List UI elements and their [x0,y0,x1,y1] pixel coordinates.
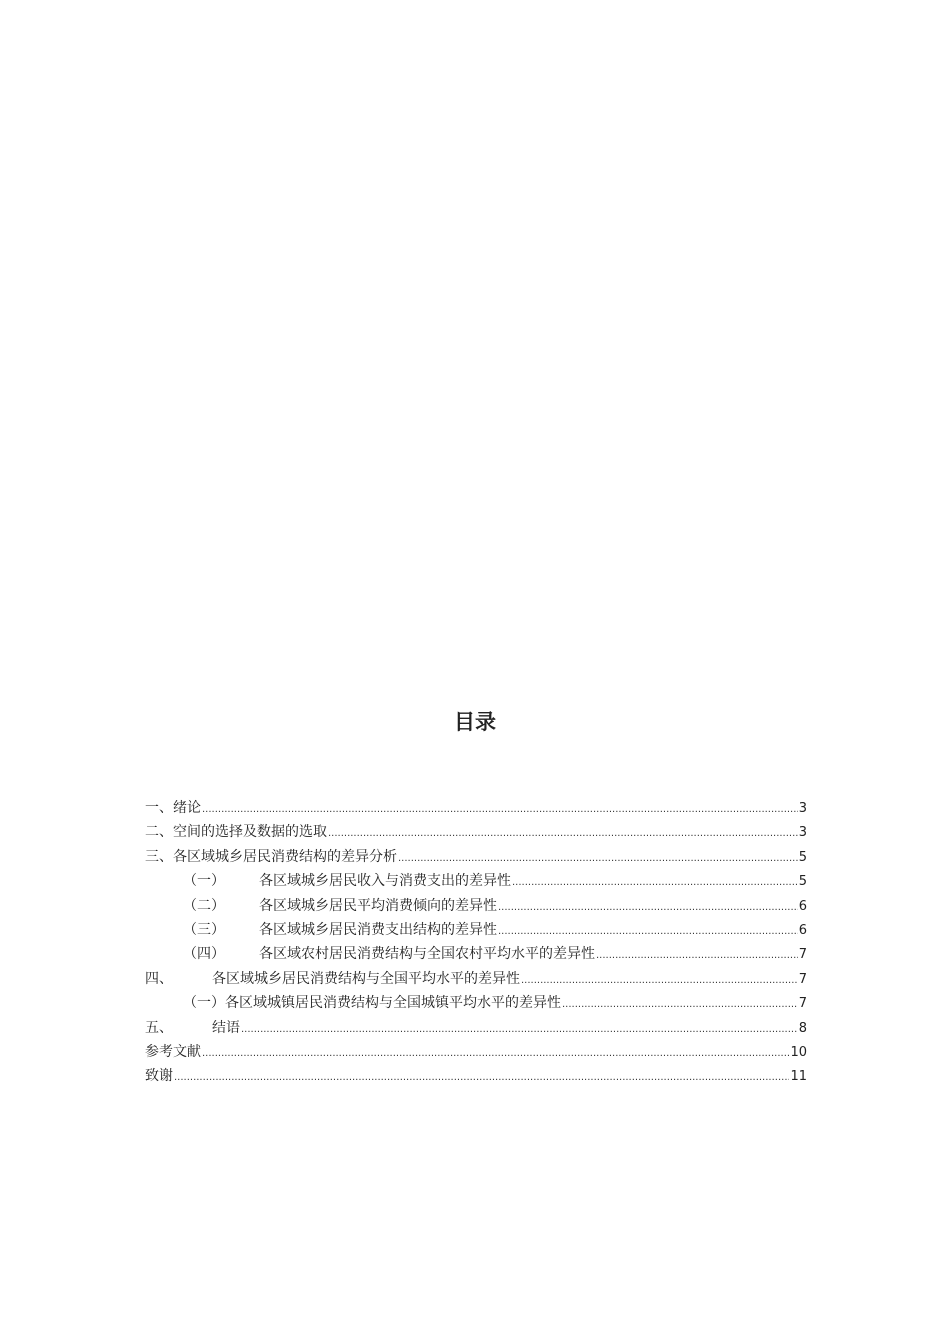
toc-entry-page: 11 [790,1069,807,1085]
toc-entry-number: 五、 [145,1019,173,1036]
toc-entry-number: （一） [183,873,225,890]
toc-entry[interactable] [145,1064,807,1088]
toc-entry-text: 各区域城乡居民收入与消费支出的差异性 [259,873,511,890]
toc-entry-page: 7 [798,947,807,963]
toc-title: 目录 [454,710,496,734]
toc-entry[interactable] [145,820,807,844]
toc-entry[interactable] [145,796,807,820]
toc-entry-page: 8 [798,1020,807,1036]
toc-entry[interactable] [145,1040,807,1064]
toc-entry-number: 二、 [145,824,173,841]
toc-entry-page: 6 [798,898,807,914]
toc-entry-page: 5 [798,874,807,890]
toc-entry-page: 7 [798,996,807,1012]
toc-entry-page: 6 [798,922,807,938]
toc-entry-number: （四） [183,946,225,963]
toc-entry-page: 5 [798,849,807,865]
toc-entry-number: 四、 [145,970,173,987]
toc-entry-page: 10 [790,1044,807,1060]
toc-leader-dots [202,1042,789,1066]
toc-entry[interactable] [145,1016,807,1040]
toc-leader-dots [241,1018,798,1042]
toc-leader-dots [596,944,798,968]
toc-leader-dots [174,1066,789,1090]
toc-entry-text: 各区域农村居民消费结构与全国农村平均水平的差异性 [259,946,595,963]
toc-entry-text: 各区域城乡居民消费结构与全国平均水平的差异性 [212,970,520,987]
toc-entry-page: 7 [798,971,807,987]
toc-entry[interactable] [145,967,807,991]
toc-entry[interactable] [145,869,807,893]
toc-leader-dots [512,871,798,895]
toc-entry-number: （三） [183,921,225,938]
toc-entry-number: （二） [183,897,225,914]
toc-entry-page: 3 [798,801,807,816]
toc-entry-text: 绪论 [173,800,201,816]
toc-entry-text: 空间的选择及数据的选取 [173,824,327,841]
toc-entry[interactable] [145,942,807,966]
toc-leader-dots [498,896,798,920]
toc-entry-text: 各区域城乡居民消费支出结构的差异性 [259,921,497,938]
toc-leader-dots [328,822,798,846]
toc-entry[interactable] [145,991,807,1015]
toc-leader-dots [202,798,798,822]
toc-entry[interactable] [145,845,807,869]
toc-entry-page: 3 [798,825,807,841]
toc-entry-text: 各区域城乡居民平均消费倾向的差异性 [259,897,497,914]
toc-entry-number: 三、 [145,848,173,865]
toc-leader-dots [562,993,798,1017]
toc-entry-text: 各区域城乡居民消费结构的差异分析 [173,848,397,865]
toc-entry-text: 致谢 [145,1068,173,1085]
toc-entry-number: 一、 [145,800,173,816]
toc-leader-dots [398,847,798,871]
toc-entry-text: 结语 [212,1019,240,1036]
table-of-contents [145,796,807,1089]
toc-leader-dots [498,920,798,944]
toc-entry[interactable] [145,894,807,918]
toc-entry-text: 各区域城镇居民消费结构与全国城镇平均水平的差异性 [225,995,561,1012]
toc-entry-text: 参考文献 [145,1043,201,1060]
toc-leader-dots [521,969,798,993]
toc-entry[interactable] [145,918,807,942]
toc-entry-number: （一） [183,995,225,1012]
